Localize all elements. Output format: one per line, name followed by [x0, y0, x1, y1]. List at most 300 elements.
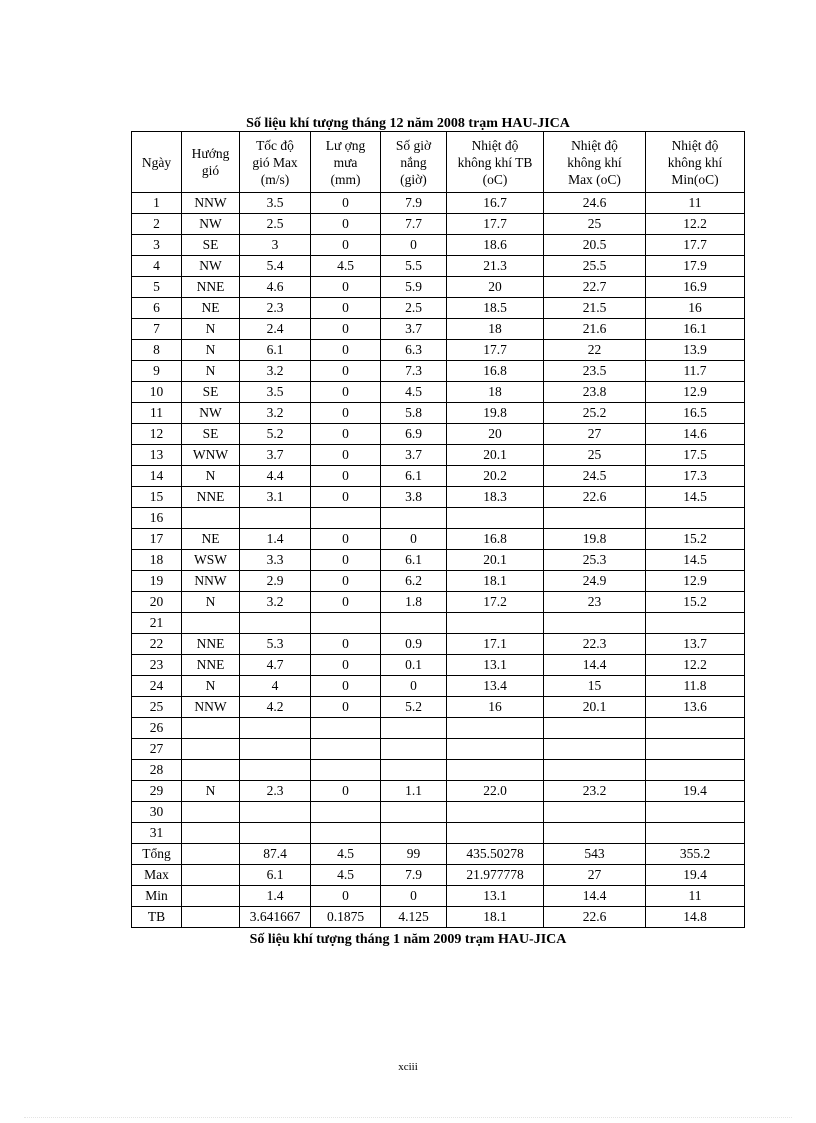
table-row [132, 781, 745, 802]
table-cell: 17.1 [447, 634, 544, 655]
table-cell: WSW [182, 550, 240, 571]
table-row [132, 907, 745, 928]
table-cell: 0 [381, 886, 447, 907]
table-row [132, 298, 745, 319]
table-cell: 22.0 [447, 781, 544, 802]
table-cell: 0 [311, 676, 381, 697]
column-header-line: gió [201, 163, 220, 178]
table-cell: 11 [646, 193, 745, 214]
table-cell: 17.5 [646, 445, 745, 466]
table-row [132, 277, 745, 298]
table-cell: 7.9 [381, 193, 447, 214]
table-cell: 15 [132, 487, 182, 508]
next-table-title: Số liệu khí tượng tháng 1 năm 2009 trạm HAU-JICA [249, 932, 567, 947]
table-cell: 21.3 [447, 256, 544, 277]
table-cell [447, 802, 544, 823]
table-cell: 31 [132, 823, 182, 844]
table-cell: 12 [132, 424, 182, 445]
table-cell: 13.6 [646, 697, 745, 718]
table-cell [447, 508, 544, 529]
table-cell: 3.7 [381, 445, 447, 466]
table-cell: 17.7 [447, 340, 544, 361]
table-cell [544, 823, 646, 844]
table-cell: 30 [132, 802, 182, 823]
table-row [132, 256, 745, 277]
table-cell: 19 [132, 571, 182, 592]
column-header [182, 132, 240, 193]
table-cell: 0 [311, 466, 381, 487]
table-row [132, 235, 745, 256]
table-cell: 6.1 [240, 865, 311, 886]
table-cell: 24.5 [544, 466, 646, 487]
table-cell: 16.5 [646, 403, 745, 424]
table-cell [544, 508, 646, 529]
table-cell: SE [182, 382, 240, 403]
table-cell: 23 [544, 592, 646, 613]
table-cell: 18 [132, 550, 182, 571]
column-header-line: không khí [667, 154, 723, 170]
table-cell [240, 508, 311, 529]
table-cell: 26 [132, 718, 182, 739]
table-cell: 20.1 [447, 550, 544, 571]
table-cell: 6.9 [381, 424, 447, 445]
table-cell: 0 [381, 235, 447, 256]
table-cell [240, 613, 311, 634]
table-cell: 2.4 [240, 319, 311, 340]
table-cell: 7 [132, 319, 182, 340]
table-cell: 0 [311, 340, 381, 361]
table-cell: 13.9 [646, 340, 745, 361]
table-cell: N [182, 319, 240, 340]
table-cell [311, 508, 381, 529]
table-cell: 0 [311, 277, 381, 298]
table-cell: 25.3 [544, 550, 646, 571]
table-cell [182, 886, 240, 907]
table-cell: NE [182, 529, 240, 550]
column-header-line: Số giờ [395, 137, 432, 153]
table-cell: 18.1 [447, 907, 544, 928]
table-cell: 0 [311, 193, 381, 214]
column-header [447, 132, 544, 193]
table-cell: 21.977778 [447, 865, 544, 886]
table-cell [447, 823, 544, 844]
table-cell: 14.5 [646, 487, 745, 508]
table-cell [381, 508, 447, 529]
table-cell [182, 907, 240, 928]
table-cell [544, 613, 646, 634]
table-cell: 0 [311, 361, 381, 382]
column-header-line: nắng [400, 154, 427, 170]
table-cell: 0 [311, 886, 381, 907]
table-cell: 0 [311, 424, 381, 445]
table-row [132, 655, 745, 676]
table-cell: 3.2 [240, 403, 311, 424]
table-cell: 3.3 [240, 550, 311, 571]
table-cell: 25 [132, 697, 182, 718]
table-cell: 3.2 [240, 361, 311, 382]
column-header-line: không khí [567, 154, 622, 170]
table-cell: 23.5 [544, 361, 646, 382]
table-cell: NNE [182, 277, 240, 298]
table-cell: 18.3 [447, 487, 544, 508]
table-cell: 3 [240, 235, 311, 256]
table-cell: 25.5 [544, 256, 646, 277]
column-header-line: Max (oC) [568, 171, 621, 187]
table-cell: 6.1 [240, 340, 311, 361]
table-cell [240, 760, 311, 781]
table-cell: Tổng [132, 844, 182, 865]
table-cell: 5.2 [240, 424, 311, 445]
table-row [132, 550, 745, 571]
table-row [132, 193, 745, 214]
table-cell: SE [182, 424, 240, 445]
table-cell [182, 508, 240, 529]
table-cell [240, 802, 311, 823]
table-row [132, 424, 745, 445]
table-cell: 0 [311, 235, 381, 256]
column-header [544, 132, 646, 193]
table-cell: N [182, 466, 240, 487]
table-cell: NNE [182, 655, 240, 676]
table-cell [311, 823, 381, 844]
table-cell: 23 [132, 655, 182, 676]
table-cell: 1.4 [240, 529, 311, 550]
table-row [132, 634, 745, 655]
weather-data-table [131, 131, 745, 928]
table-cell: 16 [132, 508, 182, 529]
table-row [132, 508, 745, 529]
table-cell: 2 [132, 214, 182, 235]
table-row [132, 214, 745, 235]
column-header [311, 132, 381, 193]
table-cell: 12.9 [646, 382, 745, 403]
table-cell: 22.3 [544, 634, 646, 655]
table-cell [447, 718, 544, 739]
table-cell [544, 739, 646, 760]
table-row [132, 844, 745, 865]
table-cell: N [182, 361, 240, 382]
table-cell: 18.1 [447, 571, 544, 592]
table-cell: 13.4 [447, 676, 544, 697]
table-cell: 27 [544, 865, 646, 886]
table-cell: 11 [132, 403, 182, 424]
table-cell [544, 760, 646, 781]
table-cell: NW [182, 214, 240, 235]
table-cell: 22 [132, 634, 182, 655]
table-row [132, 697, 745, 718]
table-cell: 4 [240, 676, 311, 697]
table-title: Số liệu khí tượng tháng 12 năm 2008 trạm HAU-JICA [246, 116, 570, 131]
column-header-line: (mm) [330, 171, 361, 187]
column-header [132, 132, 182, 193]
table-cell: 355.2 [646, 844, 745, 865]
table-cell: 1.4 [240, 886, 311, 907]
table-cell: 4.4 [240, 466, 311, 487]
table-cell [447, 739, 544, 760]
table-row [132, 886, 745, 907]
table-row [132, 613, 745, 634]
table-cell: 7.7 [381, 214, 447, 235]
table-cell: 5.4 [240, 256, 311, 277]
table-cell: 6.2 [381, 571, 447, 592]
table-row [132, 823, 745, 844]
table-cell [182, 760, 240, 781]
table-cell: 14.5 [646, 550, 745, 571]
table-cell: 0 [311, 781, 381, 802]
table-cell: 22.6 [544, 907, 646, 928]
table-cell: 17.3 [646, 466, 745, 487]
table-row [132, 865, 745, 886]
column-header-line: Lư ợng [325, 137, 366, 153]
table-cell: 4.5 [381, 382, 447, 403]
table-cell: 20 [447, 277, 544, 298]
table-cell: 14.8 [646, 907, 745, 928]
table-cell: 0 [311, 319, 381, 340]
table-cell: 23.2 [544, 781, 646, 802]
table-cell: 0 [311, 382, 381, 403]
table-cell: 17.7 [447, 214, 544, 235]
table-cell: SE [182, 235, 240, 256]
table-cell: 2.3 [240, 298, 311, 319]
column-header-line: Nhiệt độ [671, 137, 719, 153]
table-cell [182, 613, 240, 634]
table-cell: 21.6 [544, 319, 646, 340]
column-header-line: Tốc độ [256, 137, 294, 153]
table-cell: NNW [182, 571, 240, 592]
table-cell: 543 [544, 844, 646, 865]
table-cell: 14.4 [544, 886, 646, 907]
table-cell: 21 [132, 613, 182, 634]
table-cell: 11.7 [646, 361, 745, 382]
table-cell: 25 [544, 214, 646, 235]
column-header-line: (m/s) [260, 171, 290, 187]
table-cell: 2.3 [240, 781, 311, 802]
table-cell: 27 [544, 424, 646, 445]
table-cell [381, 718, 447, 739]
table-cell: 1.1 [381, 781, 447, 802]
table-cell: 0.9 [381, 634, 447, 655]
table-cell: 3.641667 [240, 907, 311, 928]
table-cell: 15 [544, 676, 646, 697]
table-cell: 0 [311, 298, 381, 319]
table-cell [311, 802, 381, 823]
table-cell: 15.2 [646, 529, 745, 550]
table-cell [182, 823, 240, 844]
table-cell [311, 718, 381, 739]
table-cell: NNW [182, 697, 240, 718]
table-cell: 5.8 [381, 403, 447, 424]
table-cell: 435.50278 [447, 844, 544, 865]
table-cell: 16.8 [447, 361, 544, 382]
table-cell: 0 [381, 676, 447, 697]
table-cell: 0 [311, 655, 381, 676]
table-cell: 24.9 [544, 571, 646, 592]
table-cell: 4.5 [311, 865, 381, 886]
table-cell: 20.1 [544, 697, 646, 718]
column-header-line: Ngày [141, 154, 172, 170]
column-header [240, 132, 311, 193]
page-number: xciii [398, 1061, 418, 1073]
table-cell: 12.2 [646, 655, 745, 676]
table-cell: 14 [132, 466, 182, 487]
table-cell: 10 [132, 382, 182, 403]
table-cell: 18.6 [447, 235, 544, 256]
table-cell [182, 739, 240, 760]
table-cell [646, 823, 745, 844]
table-row [132, 718, 745, 739]
table-cell: 5.9 [381, 277, 447, 298]
table-cell: 20.5 [544, 235, 646, 256]
table-cell: N [182, 781, 240, 802]
table-row [132, 487, 745, 508]
table-row [132, 571, 745, 592]
table-cell: 13.1 [447, 655, 544, 676]
column-header-line: Nhiệt độ [571, 137, 618, 153]
table-cell [544, 802, 646, 823]
table-cell: 12.9 [646, 571, 745, 592]
page-bottom-divider [24, 1117, 792, 1118]
table-cell: WNW [182, 445, 240, 466]
table-cell: 0 [311, 529, 381, 550]
table-cell: 19.4 [646, 865, 745, 886]
table-cell: 17.2 [447, 592, 544, 613]
table-cell: 20.1 [447, 445, 544, 466]
table-cell: NNW [182, 193, 240, 214]
table-cell: 3.5 [240, 382, 311, 403]
table-cell: 20 [132, 592, 182, 613]
table-cell [646, 508, 745, 529]
table-cell [646, 613, 745, 634]
table-cell: 16.7 [447, 193, 544, 214]
table-cell: Min [132, 886, 182, 907]
table-cell: 18 [447, 382, 544, 403]
table-cell: 3.2 [240, 592, 311, 613]
table-cell: 2.9 [240, 571, 311, 592]
table-cell [381, 739, 447, 760]
table-cell [182, 718, 240, 739]
table-cell: 3.5 [240, 193, 311, 214]
table-cell: 16.1 [646, 319, 745, 340]
table-cell: 3 [132, 235, 182, 256]
table-row [132, 676, 745, 697]
table-cell: N [182, 340, 240, 361]
table-cell: 13.7 [646, 634, 745, 655]
header-row [132, 132, 745, 193]
table-cell: 87.4 [240, 844, 311, 865]
table-cell: TB [132, 907, 182, 928]
table-row [132, 403, 745, 424]
table-cell: 0 [311, 571, 381, 592]
table-cell: 13 [132, 445, 182, 466]
table-cell: 22.6 [544, 487, 646, 508]
table-row [132, 340, 745, 361]
table-cell: 5 [132, 277, 182, 298]
table-cell: 4.5 [311, 844, 381, 865]
table-cell: 12.2 [646, 214, 745, 235]
table-cell: N [182, 676, 240, 697]
table-cell: 17.7 [646, 235, 745, 256]
table-cell: NNE [182, 634, 240, 655]
table-cell: 11 [646, 886, 745, 907]
table-cell [646, 739, 745, 760]
table-cell [544, 718, 646, 739]
table-row [132, 760, 745, 781]
table-cell: 0 [311, 214, 381, 235]
table-cell: 13.1 [447, 886, 544, 907]
table-cell: 7.9 [381, 865, 447, 886]
table-cell: 20 [447, 424, 544, 445]
table-cell: 0 [311, 445, 381, 466]
column-header-line: mưa [333, 154, 358, 170]
table-cell: 5.5 [381, 256, 447, 277]
table-row [132, 739, 745, 760]
table-cell: 14.6 [646, 424, 745, 445]
table-cell [182, 865, 240, 886]
table-cell [381, 823, 447, 844]
table-cell: 5.3 [240, 634, 311, 655]
table-cell: 4.5 [311, 256, 381, 277]
table-cell: 3.7 [381, 319, 447, 340]
table-cell: NE [182, 298, 240, 319]
table-cell: 0 [311, 487, 381, 508]
table-cell: 1 [132, 193, 182, 214]
table-cell: 0.1875 [311, 907, 381, 928]
column-header-line: Nhiệt độ [471, 137, 519, 153]
table-cell: 0 [311, 592, 381, 613]
table-row [132, 361, 745, 382]
table-cell: 17.9 [646, 256, 745, 277]
table-cell: 20.2 [447, 466, 544, 487]
table-cell: 25 [544, 445, 646, 466]
table-cell: 23.8 [544, 382, 646, 403]
table-cell: 27 [132, 739, 182, 760]
table-cell: NW [182, 256, 240, 277]
table-cell: 9 [132, 361, 182, 382]
table-cell [240, 739, 311, 760]
table-cell [381, 802, 447, 823]
column-header-line: gió Max [252, 154, 298, 170]
table-cell: 4.2 [240, 697, 311, 718]
column-header [646, 132, 745, 193]
table-row [132, 445, 745, 466]
table-cell: 4.125 [381, 907, 447, 928]
table-cell: 16.8 [447, 529, 544, 550]
table-cell: Max [132, 865, 182, 886]
table-cell: 16.9 [646, 277, 745, 298]
table-cell: 19.8 [447, 403, 544, 424]
table-cell: 3.8 [381, 487, 447, 508]
table-cell: 0 [311, 697, 381, 718]
table-row [132, 529, 745, 550]
table-cell: 18.5 [447, 298, 544, 319]
table-cell: 19.8 [544, 529, 646, 550]
table-cell: 0 [311, 403, 381, 424]
table-cell: NW [182, 403, 240, 424]
table-cell [311, 613, 381, 634]
table-cell: 11.8 [646, 676, 745, 697]
table-cell: 3.1 [240, 487, 311, 508]
table-cell: 21.5 [544, 298, 646, 319]
table-cell: 7.3 [381, 361, 447, 382]
column-header-line: (giờ) [400, 171, 427, 187]
table-cell: 25.2 [544, 403, 646, 424]
table-cell: 16 [646, 298, 745, 319]
table-cell [311, 739, 381, 760]
table-cell: 28 [132, 760, 182, 781]
table-cell: 18 [447, 319, 544, 340]
column-header [381, 132, 447, 193]
table-cell: 0 [311, 550, 381, 571]
